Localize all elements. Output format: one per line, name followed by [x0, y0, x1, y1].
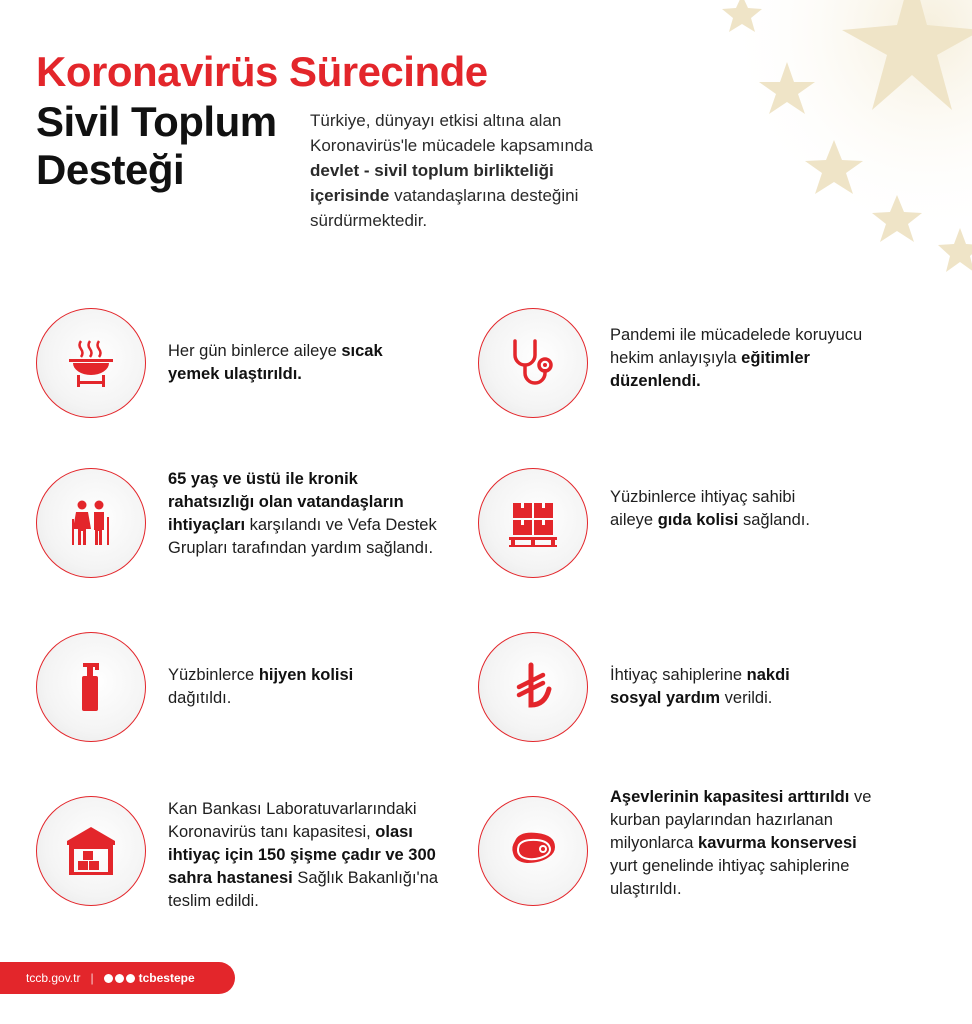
facebook-icon[interactable]	[126, 974, 135, 983]
item-bold: nakdi sosyal yardım	[610, 666, 790, 707]
item-bold: sıcak yemek ulaştırıldı.	[168, 342, 383, 383]
site-link[interactable]: tccb.gov.tr	[26, 971, 81, 985]
icon-circle	[478, 308, 588, 418]
lira-icon	[505, 659, 561, 715]
icon-circle	[36, 468, 146, 578]
stethoscope-icon	[505, 335, 561, 391]
item-bold: Aşevlerinin kapasitesi arttırıldı	[610, 788, 850, 806]
item-text: yurt genelinde ihtiyaç sahiplerine ulaştırıldı.	[610, 857, 850, 898]
meat-icon	[505, 823, 561, 879]
title-line-2: Sivil Toplum Desteği	[36, 98, 277, 193]
social-icons	[104, 974, 135, 983]
item-text: verildi.	[720, 689, 773, 707]
item-bold: olası ihtiyaç için 150 şişme çadır ve 300 sahra hastanesi	[168, 823, 436, 887]
instagram-icon[interactable]	[115, 974, 124, 983]
elderly-couple-icon	[63, 495, 119, 551]
twitter-icon[interactable]	[104, 974, 113, 983]
item-text: karşılandı ve Vefa Destek Grupları tarafından yardım sağlandı.	[168, 516, 437, 557]
icon-circle	[478, 632, 588, 742]
icon-circle	[36, 308, 146, 418]
grill-icon	[63, 335, 119, 391]
item-text: sağlandı.	[738, 511, 810, 529]
item-text: Sağlık Bakanlığı'na teslim edildi.	[168, 869, 439, 910]
footer-bar	[0, 962, 235, 994]
item-text: dağıtıldı.	[168, 689, 232, 707]
item-bold: gıda kolisi	[657, 511, 739, 529]
item-text: Yüzbinlerce ihtiyaç sahibi aileye	[610, 488, 796, 529]
item-text: ve kurban paylarından hazırlanan milyonlarca	[610, 788, 872, 852]
icon-circle	[478, 468, 588, 578]
footer-separator: |	[90, 971, 94, 985]
item-bold: kavurma konservesi	[698, 834, 857, 852]
intro-paragraph: Türkiye, dünyayı etkisi altına alan Koronavirüs'le mücadele kapsamında devlet - sivil toplum birlikteliği içerisinde vatandaşlarına desteğini sürdürmektedir.	[310, 111, 593, 230]
star-decoration	[682, 0, 972, 300]
icon-circle	[478, 796, 588, 906]
item-bold: hijyen kolisi	[258, 666, 354, 684]
warehouse-icon	[63, 823, 119, 879]
item-bold: 65 yaş ve üstü ile kronik rahatsızlığı olan vatandaşların ihtiyaçları	[168, 470, 404, 534]
icon-circle	[36, 632, 146, 742]
sanitizer-icon	[63, 659, 119, 715]
boxes-pallet-icon	[505, 495, 561, 551]
item-bold: eğitimler düzenlendi.	[610, 349, 810, 390]
item-text: Her gün binlerce aileye	[168, 342, 342, 360]
item-text: İhtiyaç sahiplerine	[610, 666, 747, 684]
icon-circle	[36, 796, 146, 906]
item-text: Pandemi ile mücadelede koruyucu hekim anlayışıyla	[610, 326, 863, 367]
item-text: Yüzbinlerce	[168, 666, 259, 684]
item-text: Kan Bankası Laboratuvarlarındaki Koronavirüs tanı kapasitesi,	[168, 800, 417, 841]
title-line-1: Koronavirüs Sürecinde	[36, 48, 488, 95]
social-handle[interactable]: tcbestepe	[138, 971, 195, 985]
